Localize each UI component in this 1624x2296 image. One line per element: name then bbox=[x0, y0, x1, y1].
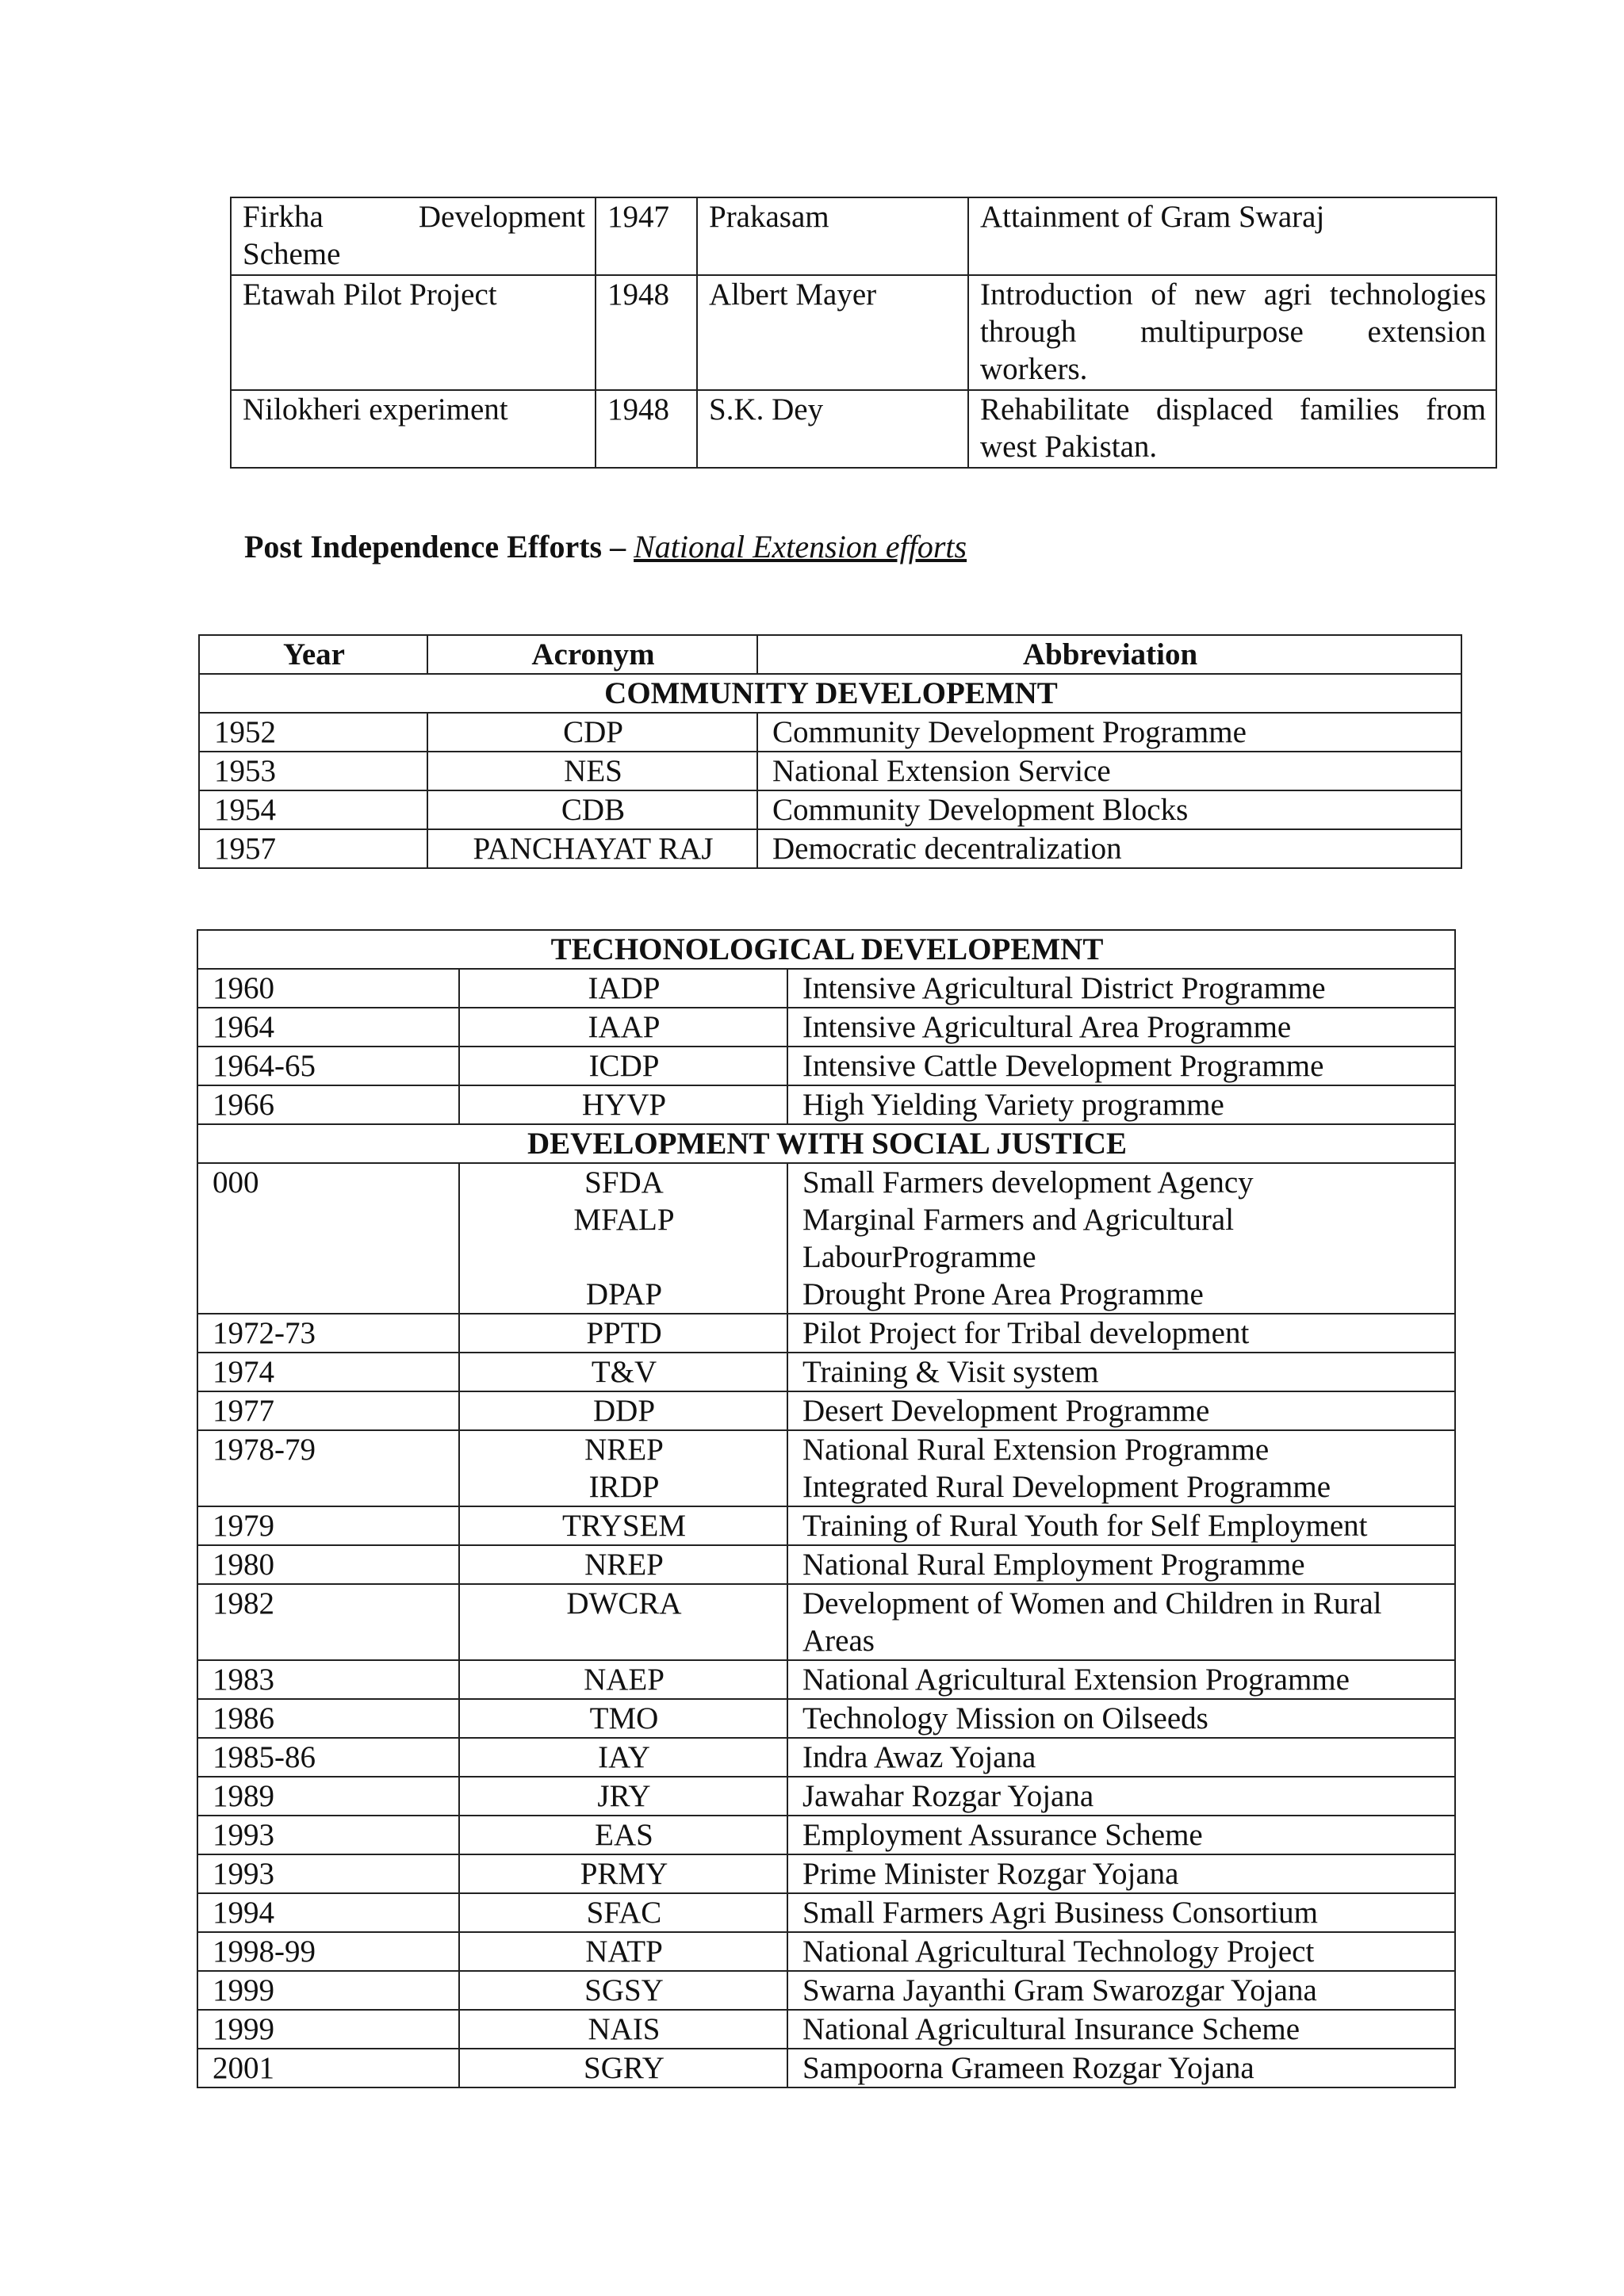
row-abbreviation: Community Development Blocks bbox=[757, 790, 1461, 829]
row-year: 1982 bbox=[197, 1584, 459, 1660]
table-row bbox=[197, 1391, 1455, 1430]
header-year: Year bbox=[199, 635, 427, 674]
row-year: 1985-86 bbox=[197, 1738, 459, 1777]
row-abbreviation: Swarna Jayanthi Gram Swarozgar Yojana bbox=[787, 1971, 1455, 2010]
row-year: 1964 bbox=[197, 1008, 459, 1047]
row-year: 1980 bbox=[197, 1545, 459, 1584]
table-row bbox=[197, 1777, 1455, 1816]
section-row bbox=[197, 1124, 1455, 1163]
table-row bbox=[199, 790, 1461, 829]
row-abbreviation: National Rural Employment Programme bbox=[787, 1545, 1455, 1584]
row-year: 1960 bbox=[197, 969, 459, 1008]
scheme-objective: Rehabilitate displaced families from west Pakistan. bbox=[968, 390, 1496, 468]
row-abbreviation: National Agricultural Technology Project bbox=[787, 1932, 1455, 1971]
table-row bbox=[197, 1660, 1455, 1699]
table-row bbox=[197, 1971, 1455, 2010]
row-acronym: CDP bbox=[427, 713, 757, 752]
row-year: 1993 bbox=[197, 1854, 459, 1893]
table-row bbox=[197, 1008, 1455, 1047]
row-abbreviation: Jawahar Rozgar Yojana bbox=[787, 1777, 1455, 1816]
row-year: 1966 bbox=[197, 1085, 459, 1124]
abbreviation-line: Integrated Rural Development Programme bbox=[802, 1470, 1331, 1504]
row-year: 1998-99 bbox=[197, 1932, 459, 1971]
row-year: 1983 bbox=[197, 1660, 459, 1699]
acronym-line: MFALP bbox=[573, 1203, 675, 1237]
row-year: 2001 bbox=[197, 2049, 459, 2087]
scheme-year: 1948 bbox=[596, 390, 697, 468]
row-abbreviation: National Agricultural Extension Programme bbox=[787, 1660, 1455, 1699]
row-abbreviation: Prime Minister Rozgar Yojana bbox=[787, 1854, 1455, 1893]
table-row bbox=[197, 1047, 1455, 1085]
row-year: 1974 bbox=[197, 1353, 459, 1391]
row-year: 1989 bbox=[197, 1777, 459, 1816]
table-row bbox=[197, 1430, 1455, 1506]
table-row bbox=[197, 1163, 1455, 1314]
row-year: 1979 bbox=[197, 1506, 459, 1545]
table-row bbox=[197, 1085, 1455, 1124]
row-year: 1999 bbox=[197, 2010, 459, 2049]
header-abbreviation: Abbreviation bbox=[757, 635, 1461, 674]
table-row bbox=[197, 1854, 1455, 1893]
row-abbreviation: Intensive Agricultural District Programme bbox=[787, 969, 1455, 1008]
row-year: 1999 bbox=[197, 1971, 459, 2010]
row-year: 000 bbox=[197, 1163, 459, 1314]
schemes-table-body bbox=[231, 197, 1496, 468]
scheme-objective: Attainment of Gram Swaraj bbox=[968, 197, 1496, 275]
row-acronym: PRMY bbox=[459, 1854, 787, 1893]
table-row bbox=[231, 275, 1496, 390]
table-row bbox=[197, 1353, 1455, 1391]
scheme-name: Etawah Pilot Project bbox=[231, 275, 596, 390]
table-row bbox=[231, 390, 1496, 468]
row-acronym: SGRY bbox=[459, 2049, 787, 2087]
row-acronym: TRYSEM bbox=[459, 1506, 787, 1545]
scheme-name: Nilokheri experiment bbox=[231, 390, 596, 468]
row-abbreviation: Employment Assurance Scheme bbox=[787, 1816, 1455, 1854]
row-abbreviation: Training of Rural Youth for Self Employment bbox=[787, 1506, 1455, 1545]
section-heading-bold: Post Independence Efforts – bbox=[244, 529, 634, 564]
row-acronym: PANCHAYAT RAJ bbox=[427, 829, 757, 868]
table-row bbox=[199, 752, 1461, 790]
table-row bbox=[231, 197, 1496, 275]
scheme-person: S.K. Dey bbox=[697, 390, 968, 468]
row-acronym bbox=[459, 1163, 787, 1314]
row-year: 1977 bbox=[197, 1391, 459, 1430]
abbreviation-line: National Rural Extension Programme bbox=[802, 1433, 1270, 1467]
row-abbreviation: Intensive Cattle Development Programme bbox=[787, 1047, 1455, 1085]
row-acronym: NAEP bbox=[459, 1660, 787, 1699]
row-abbreviation: Technology Mission on Oilseeds bbox=[787, 1699, 1455, 1738]
table-header-row bbox=[199, 635, 1461, 674]
header-acronym: Acronym bbox=[427, 635, 757, 674]
table-row bbox=[197, 2049, 1455, 2087]
table-row bbox=[199, 713, 1461, 752]
section-title: TECHONOLOGICAL DEVELOPEMNT bbox=[197, 930, 1455, 969]
row-year: 1972-73 bbox=[197, 1314, 459, 1353]
section-heading-subtitle: National Extension efforts bbox=[634, 529, 967, 564]
row-acronym: SFAC bbox=[459, 1893, 787, 1932]
scheme-person: Albert Mayer bbox=[697, 275, 968, 390]
scheme-objective: Introduction of new agri technologies through multipurpose extension workers. bbox=[968, 275, 1496, 390]
section-row bbox=[199, 674, 1461, 713]
row-acronym: SGSY bbox=[459, 1971, 787, 2010]
row-year: 1953 bbox=[199, 752, 427, 790]
development-programmes-body bbox=[197, 930, 1455, 2087]
row-acronym: DDP bbox=[459, 1391, 787, 1430]
row-acronym: NAIS bbox=[459, 2010, 787, 2049]
row-acronym: CDB bbox=[427, 790, 757, 829]
row-year: 1994 bbox=[197, 1893, 459, 1932]
row-abbreviation: High Yielding Variety programme bbox=[787, 1085, 1455, 1124]
row-acronym: JRY bbox=[459, 1777, 787, 1816]
row-abbreviation: Democratic decentralization bbox=[757, 829, 1461, 868]
row-year: 1986 bbox=[197, 1699, 459, 1738]
section-title: DEVELOPMENT WITH SOCIAL JUSTICE bbox=[197, 1124, 1455, 1163]
row-acronym: T&V bbox=[459, 1353, 787, 1391]
row-year: 1952 bbox=[199, 713, 427, 752]
row-acronym: EAS bbox=[459, 1816, 787, 1854]
row-abbreviation: Training & Visit system bbox=[787, 1353, 1455, 1391]
development-programmes-table bbox=[197, 929, 1456, 2088]
row-year: 1957 bbox=[199, 829, 427, 868]
row-acronym: TMO bbox=[459, 1699, 787, 1738]
table-row bbox=[197, 1738, 1455, 1777]
row-abbreviation: Desert Development Programme bbox=[787, 1391, 1455, 1430]
acronym-line: DPAP bbox=[585, 1277, 663, 1311]
row-acronym: NATP bbox=[459, 1932, 787, 1971]
row-acronym: NREP bbox=[459, 1545, 787, 1584]
acronym-line: NREP bbox=[584, 1433, 664, 1467]
row-abbreviation: Intensive Agricultural Area Programme bbox=[787, 1008, 1455, 1047]
scheme-name: Firkha Development Scheme bbox=[231, 197, 596, 275]
row-acronym: IADP bbox=[459, 969, 787, 1008]
row-acronym: PPTD bbox=[459, 1314, 787, 1353]
row-abbreviation: Community Development Programme bbox=[757, 713, 1461, 752]
row-abbreviation: Small Farmers Agri Business Consortium bbox=[787, 1893, 1455, 1932]
section-title: COMMUNITY DEVELOPEMNT bbox=[199, 674, 1461, 713]
community-development-table bbox=[198, 634, 1462, 869]
table-row bbox=[197, 1584, 1455, 1660]
row-year: 1993 bbox=[197, 1816, 459, 1854]
table-row bbox=[197, 2010, 1455, 2049]
table-row bbox=[197, 1699, 1455, 1738]
scheme-year: 1948 bbox=[596, 275, 697, 390]
table-row bbox=[197, 1816, 1455, 1854]
row-year: 1954 bbox=[199, 790, 427, 829]
row-acronym: ICDP bbox=[459, 1047, 787, 1085]
acronym-line: IRDP bbox=[588, 1470, 660, 1504]
row-acronym: IAY bbox=[459, 1738, 787, 1777]
scheme-year: 1947 bbox=[596, 197, 697, 275]
row-year: 1978-79 bbox=[197, 1430, 459, 1506]
row-abbreviation: Development of Women and Children in Rural Areas bbox=[787, 1584, 1455, 1660]
schemes-table bbox=[230, 197, 1497, 469]
abbreviation-line: Marginal Farmers and Agricultural bbox=[802, 1203, 1235, 1237]
row-acronym: IAAP bbox=[459, 1008, 787, 1047]
abbreviation-line: LabourProgramme bbox=[802, 1240, 1036, 1274]
row-abbreviation: National Extension Service bbox=[757, 752, 1461, 790]
row-acronym: NES bbox=[427, 752, 757, 790]
abbreviation-line: Small Farmers development Agency bbox=[802, 1165, 1254, 1200]
row-abbreviation bbox=[787, 1163, 1455, 1314]
abbreviation-line: Drought Prone Area Programme bbox=[802, 1277, 1204, 1311]
section-heading bbox=[244, 527, 967, 567]
table-row bbox=[197, 969, 1455, 1008]
table-row bbox=[199, 829, 1461, 868]
acronym-line: SFDA bbox=[584, 1165, 664, 1200]
table-row bbox=[197, 1545, 1455, 1584]
row-year: 1964-65 bbox=[197, 1047, 459, 1085]
table-row bbox=[197, 1932, 1455, 1971]
acronym-line bbox=[474, 1238, 774, 1276]
table-row bbox=[197, 1893, 1455, 1932]
row-acronym: DWCRA bbox=[459, 1584, 787, 1660]
section-row bbox=[197, 930, 1455, 969]
scheme-person: Prakasam bbox=[697, 197, 968, 275]
row-acronym bbox=[459, 1430, 787, 1506]
table-row bbox=[197, 1314, 1455, 1353]
row-abbreviation: Pilot Project for Tribal development bbox=[787, 1314, 1455, 1353]
row-abbreviation: Sampoorna Grameen Rozgar Yojana bbox=[787, 2049, 1455, 2087]
row-abbreviation: National Agricultural Insurance Scheme bbox=[787, 2010, 1455, 2049]
row-acronym: HYVP bbox=[459, 1085, 787, 1124]
row-abbreviation: Indra Awaz Yojana bbox=[787, 1738, 1455, 1777]
row-abbreviation bbox=[787, 1430, 1455, 1506]
table-row bbox=[197, 1506, 1455, 1545]
